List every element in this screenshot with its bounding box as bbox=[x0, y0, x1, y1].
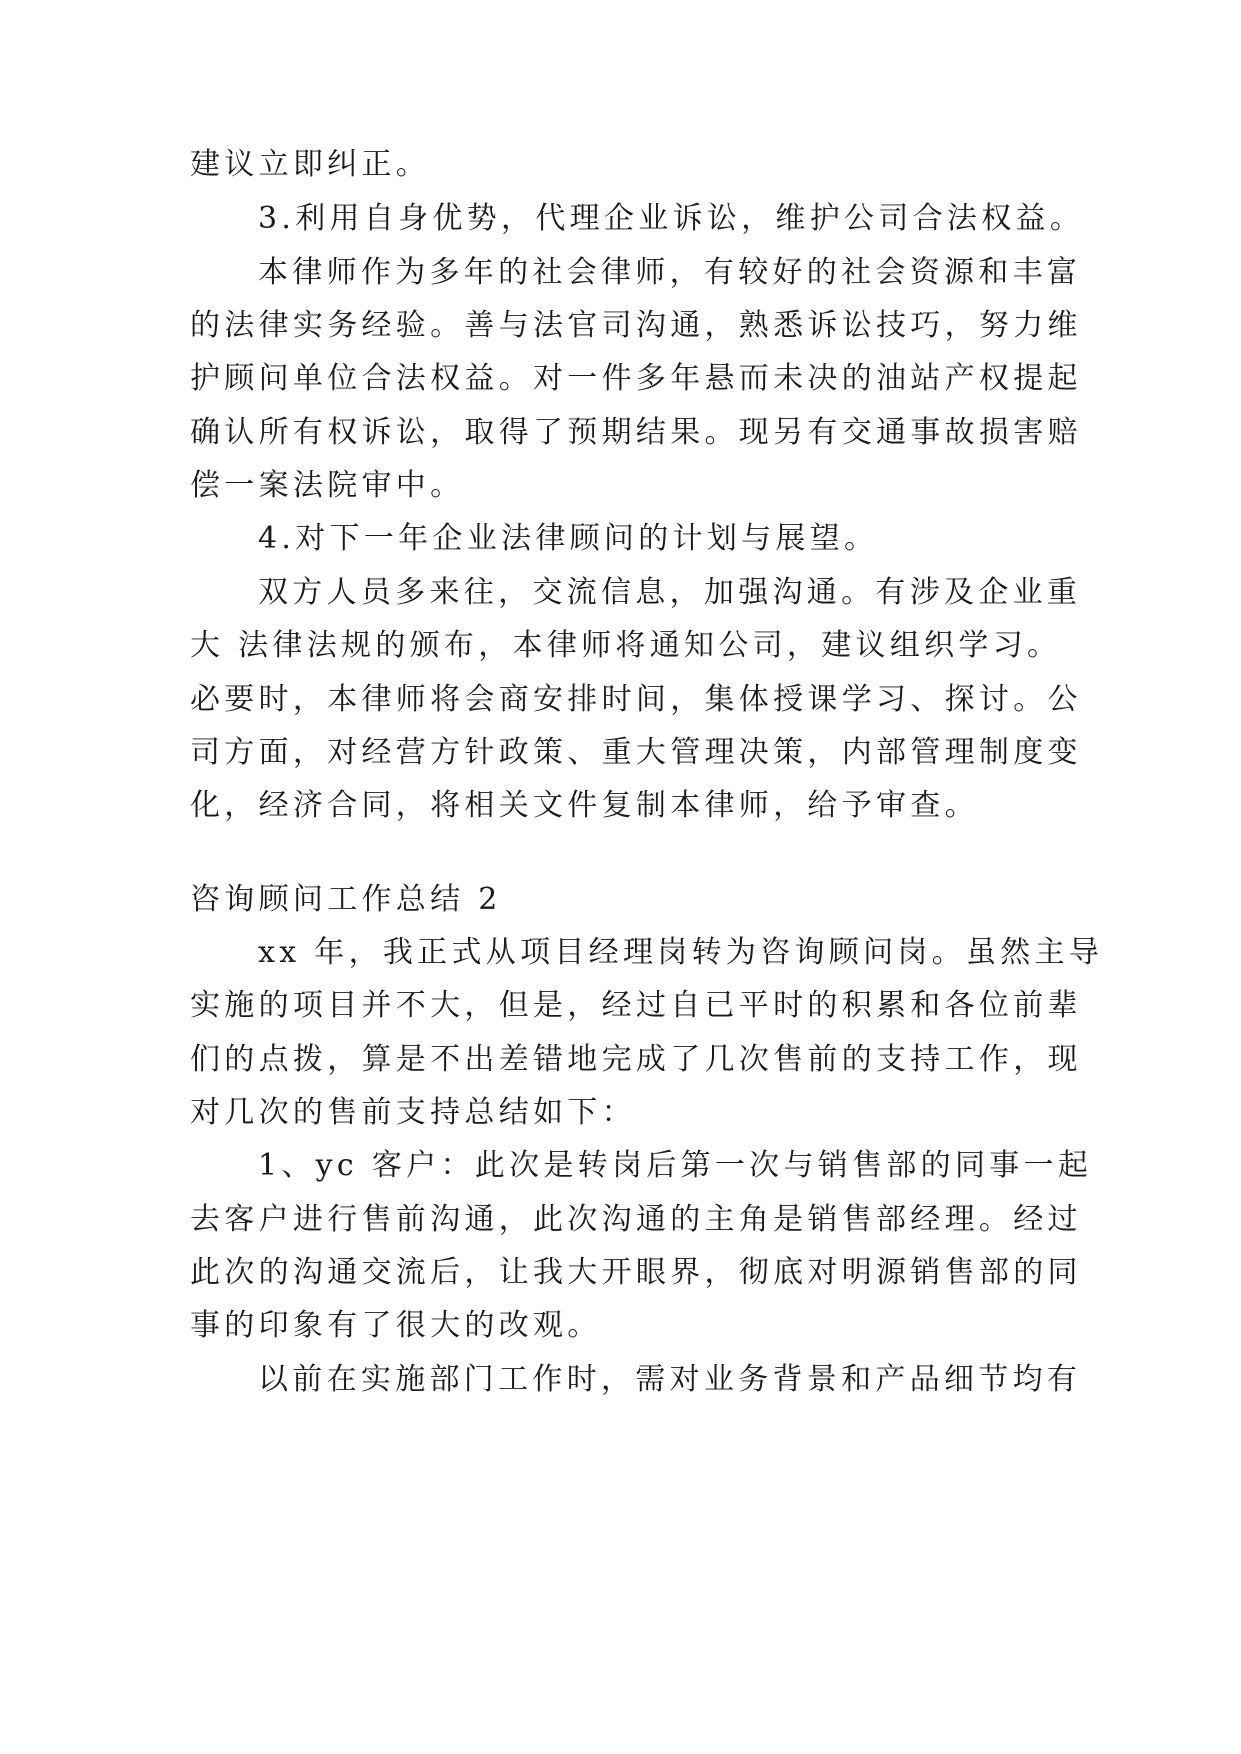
text-line: 去客户进行售前沟通，此次沟通的主角是销售部经理。经过 bbox=[190, 1202, 1082, 1237]
text-line: 的法律实务经验。善与法官司沟通，熟悉诉讼技巧，努力维 bbox=[190, 308, 1082, 343]
text-line: 双方人员多来往，交流信息，加强沟通。有涉及企业重 bbox=[258, 575, 1082, 610]
text-line: 3.利用自身优势，代理企业诉讼，维护公司合法权益。 bbox=[258, 201, 1085, 236]
text-line: 4.对下一年企业法律顾问的计划与展望。 bbox=[258, 521, 879, 556]
text-line: 偿一案法院审中。 bbox=[190, 468, 465, 503]
text-line: xx 年，我正式从项目经理岗转为咨询顾问岗。虽然主导 bbox=[258, 935, 1104, 970]
text-line: 化，经济合同，将相关文件复制本律师，给予审查。 bbox=[190, 788, 979, 823]
text-line: 护顾问单位合法权益。对一件多年悬而未决的油站产权提起 bbox=[190, 361, 1082, 396]
text-line: 本律师作为多年的社会律师，有较好的社会资源和丰富 bbox=[258, 255, 1082, 290]
text-line: 必要时，本律师将会商安排时间，集体授课学习、探讨。公 bbox=[190, 682, 1082, 717]
text-line: 事的印象有了很大的改观。 bbox=[190, 1308, 602, 1343]
section-heading: 咨询顾问工作总结 2 bbox=[190, 882, 502, 917]
text-line: 确认所有权诉讼，取得了预期结果。现另有交通事故损害赔 bbox=[190, 415, 1082, 450]
text-line: 大 法律法规的颁布，本律师将通知公司，建议组织学习。 bbox=[190, 628, 1062, 663]
text-line: 对几次的售前支持总结如下： bbox=[190, 1095, 636, 1130]
text-line: 建议立即纠正。 bbox=[190, 147, 431, 182]
text-line: 以前在实施部门工作时，需对业务背景和产品细节均有 bbox=[258, 1362, 1082, 1397]
text-line: 1、yc 客户：此次是转岗后第一次与销售部的同事一起 bbox=[258, 1148, 1093, 1183]
text-line: 司方面，对经营方针政策、重大管理决策，内部管理制度变 bbox=[190, 735, 1082, 770]
text-line: 们的点拨，算是不出差错地完成了几次售前的支持工作，现 bbox=[190, 1042, 1082, 1077]
text-line: 实施的项目并不大，但是，经过自已平时的积累和各位前辈 bbox=[190, 988, 1082, 1023]
text-line: 此次的沟通交流后，让我大开眼界，彻底对明源销售部的同 bbox=[190, 1255, 1082, 1290]
